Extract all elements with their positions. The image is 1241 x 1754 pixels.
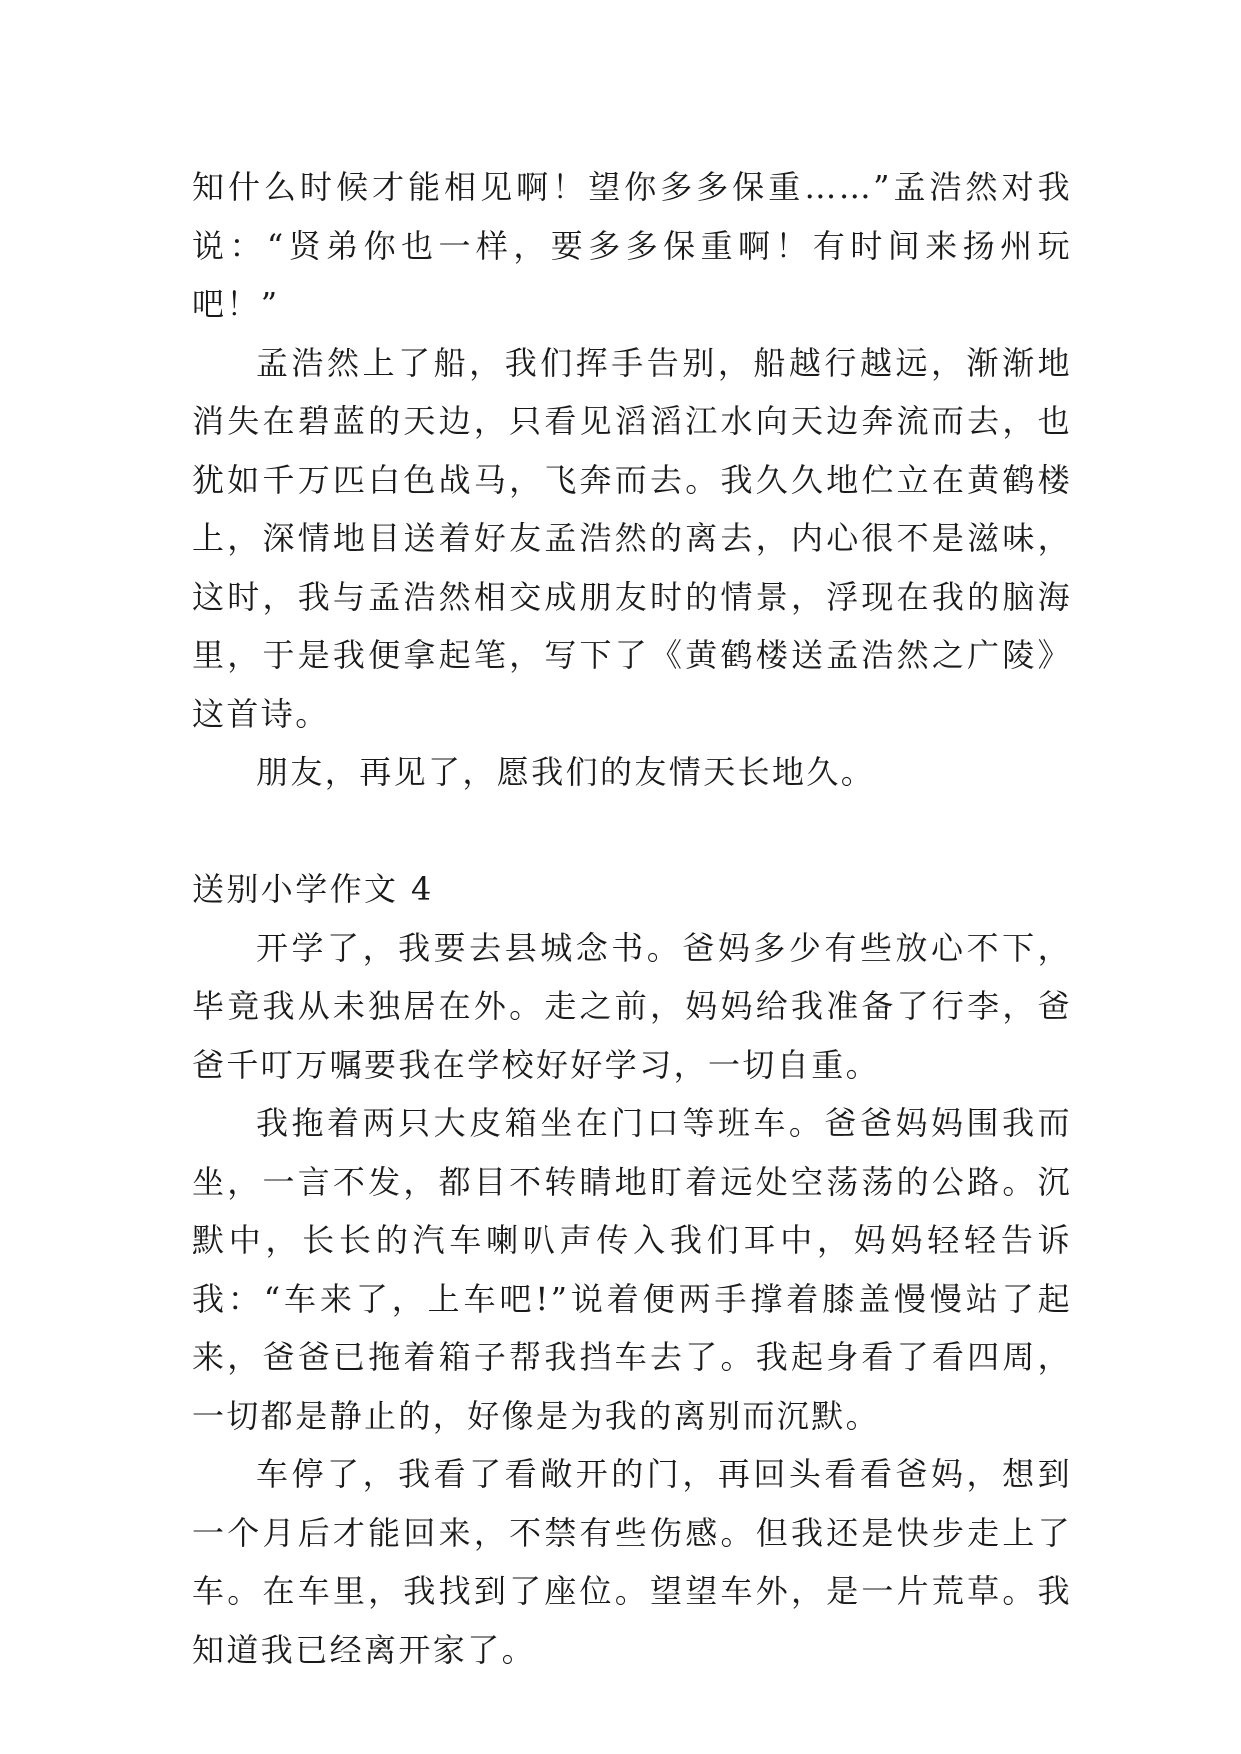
document-body — [192, 158, 1072, 1679]
paragraph: 朋友，再见了，愿我们的友情天长地久。 — [256, 753, 876, 791]
paragraph: 车停了，我看了看敞开的门，再回头看看爸妈，想到一个月后才能回来，不禁有些伤感。但我还是快步走上了车。在车里，我找到了座位。望望车外，是一片荒草。我知道我已经离开家了。 — [192, 1455, 1072, 1669]
paragraph-continued: 知什么时候才能相见啊！望你多多保重……”孟浩然对我说：“贤弟你也一样，要多多保重啊！有时间来扬州玩吧！” — [192, 168, 1072, 323]
paragraph: 我拖着两只大皮箱坐在门口等班车。爸爸妈妈围我而坐，一言不发，都目不转睛地盯着远处空荡荡的公路。沉默中，长长的汽车喇叭声传入我们耳中，妈妈轻轻告诉我：“车来了，上车吧!”说着便两手撑着膝盖慢慢站了起来，爸爸已拖着箱子帮我挡车去了。我起身看了看四周，一切都是静止的，好像是为我的离别而沉默。 — [192, 1104, 1072, 1435]
blank-line — [192, 802, 1072, 861]
section-heading: 送别小学作文 4 — [192, 870, 434, 908]
paragraph: 开学了，我要去县城念书。爸妈多少有些放心不下，毕竟我从未独居在外。走之前，妈妈给我准备了行李，爸爸千叮万嘱要我在学校好好学习，一切自重。 — [192, 928, 1072, 1084]
paragraph: 孟浩然上了船，我们挥手告别，船越行越远，渐渐地消失在碧蓝的天边，只看见滔滔江水向天边奔流而去，也犹如千万匹白色战马，飞奔而去。我久久地伫立在黄鹤楼上，深情地目送着好友孟浩然的离去，内心很不是滋味，这时，我与孟浩然相交成朋友时的情景，浮现在我的脑海里，于是我便拿起笔，写下了《黄鹤楼送孟浩然之广陵》这首诗。 — [192, 343, 1072, 733]
